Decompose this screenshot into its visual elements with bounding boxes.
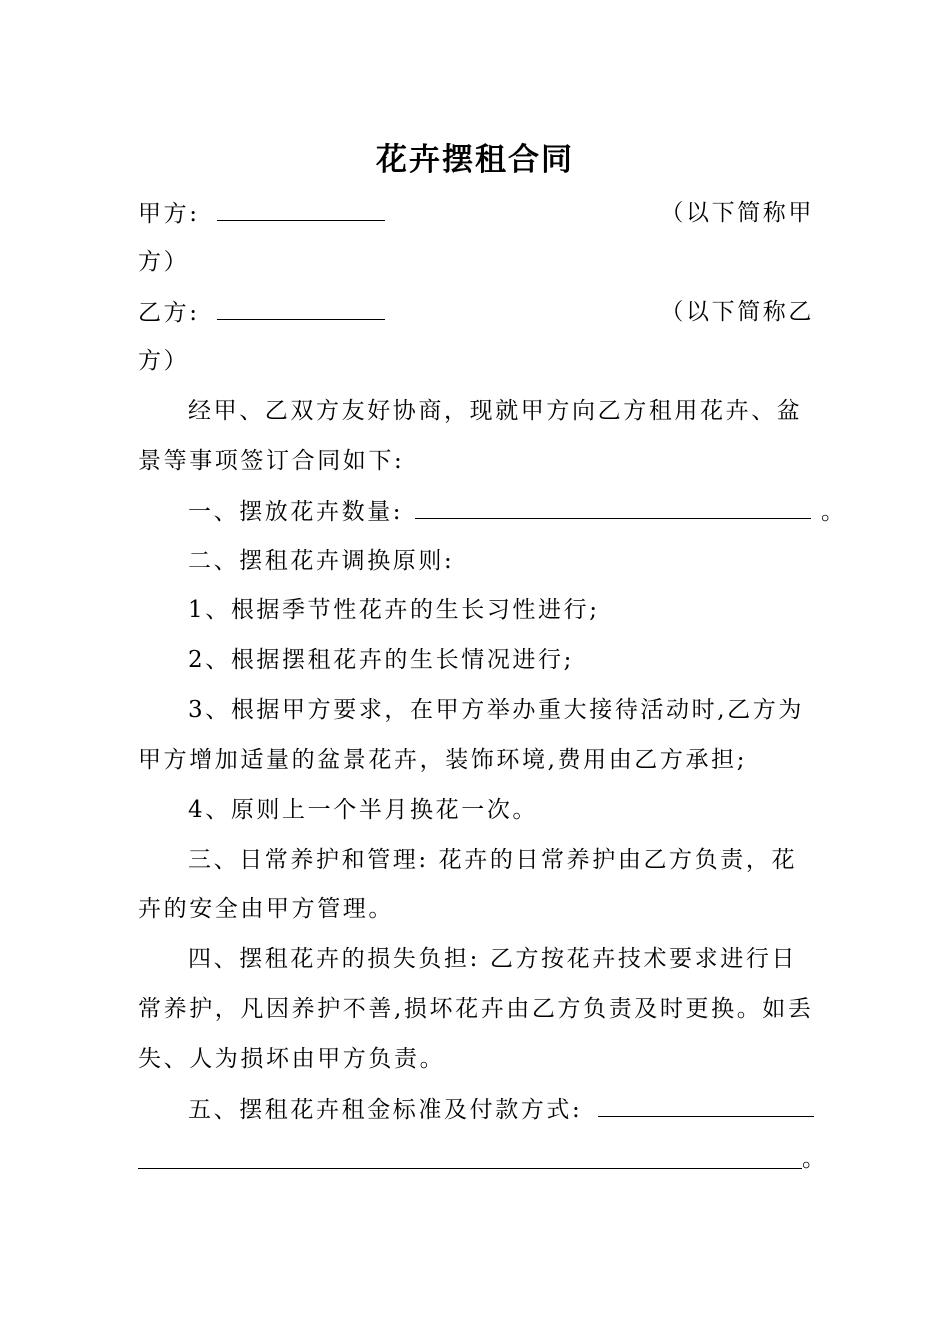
section-1-text: 一、摆放花卉数量: (188, 499, 404, 525)
section-2-item-2: 2、根据摆租花卉的生长情况进行; (188, 647, 574, 673)
section-3-line-1: 三、日常养护和管理: 花卉的日常养护由乙方负责，花 (188, 847, 798, 873)
party-b-wrap: 方） (138, 348, 190, 374)
section-5-end: 。 (802, 1146, 828, 1172)
section-4-line-3: 失、人为损坏由甲方负责。 (138, 1046, 446, 1072)
section-1-blank (415, 496, 811, 519)
party-a-line (138, 198, 814, 229)
section-4-line-2: 常养护，凡因养护不善,损坏花卉由乙方负责及时更换。如丢 (138, 996, 814, 1022)
party-a-blank (217, 198, 385, 221)
section-2-item-4: 4、原则上一个半月换花一次。 (188, 797, 539, 823)
party-b-line (138, 297, 814, 328)
section-5-text: 五、摆租花卉租金标准及付款方式: (188, 1097, 583, 1123)
party-a-label: 甲方: (138, 201, 200, 227)
document-title: 花卉摆租合同 (376, 142, 574, 178)
party-b-label: 乙方: (138, 300, 200, 326)
intro-line-2: 景等事项签订合同如下: (138, 448, 405, 474)
party-a-note: （以下简称甲 (660, 200, 814, 226)
section-3-line-2: 卉的安全由甲方管理。 (138, 896, 394, 922)
section-2-item-3-line-1: 3、根据甲方要求，在甲方举办重大接待活动时,乙方为 (188, 697, 804, 723)
section-2-item-3-line-2: 甲方增加适量的盆景花卉，装饰环境,费用由乙方承担; (138, 747, 748, 773)
section-2-item-1: 1、根据季节性花卉的生长习性进行; (188, 597, 600, 623)
section-2-heading: 二、摆租花卉调换原则: (188, 548, 455, 574)
party-b-blank (217, 297, 385, 320)
section-5-full-blank (138, 1168, 802, 1169)
section-1-line (188, 496, 847, 527)
intro-line-1: 经甲、乙双方友好协商，现就甲方向乙方租用花卉、盆 (188, 398, 803, 424)
section-5-blank (598, 1094, 814, 1117)
party-b-note: （以下简称乙 (660, 299, 814, 325)
party-a-wrap: 方） (138, 249, 190, 275)
section-5-line (188, 1094, 814, 1125)
section-1-end: 。 (821, 499, 847, 525)
section-4-line-1: 四、摆租花卉的损失负担: 乙方按花卉技术要求进行日 (188, 946, 798, 972)
